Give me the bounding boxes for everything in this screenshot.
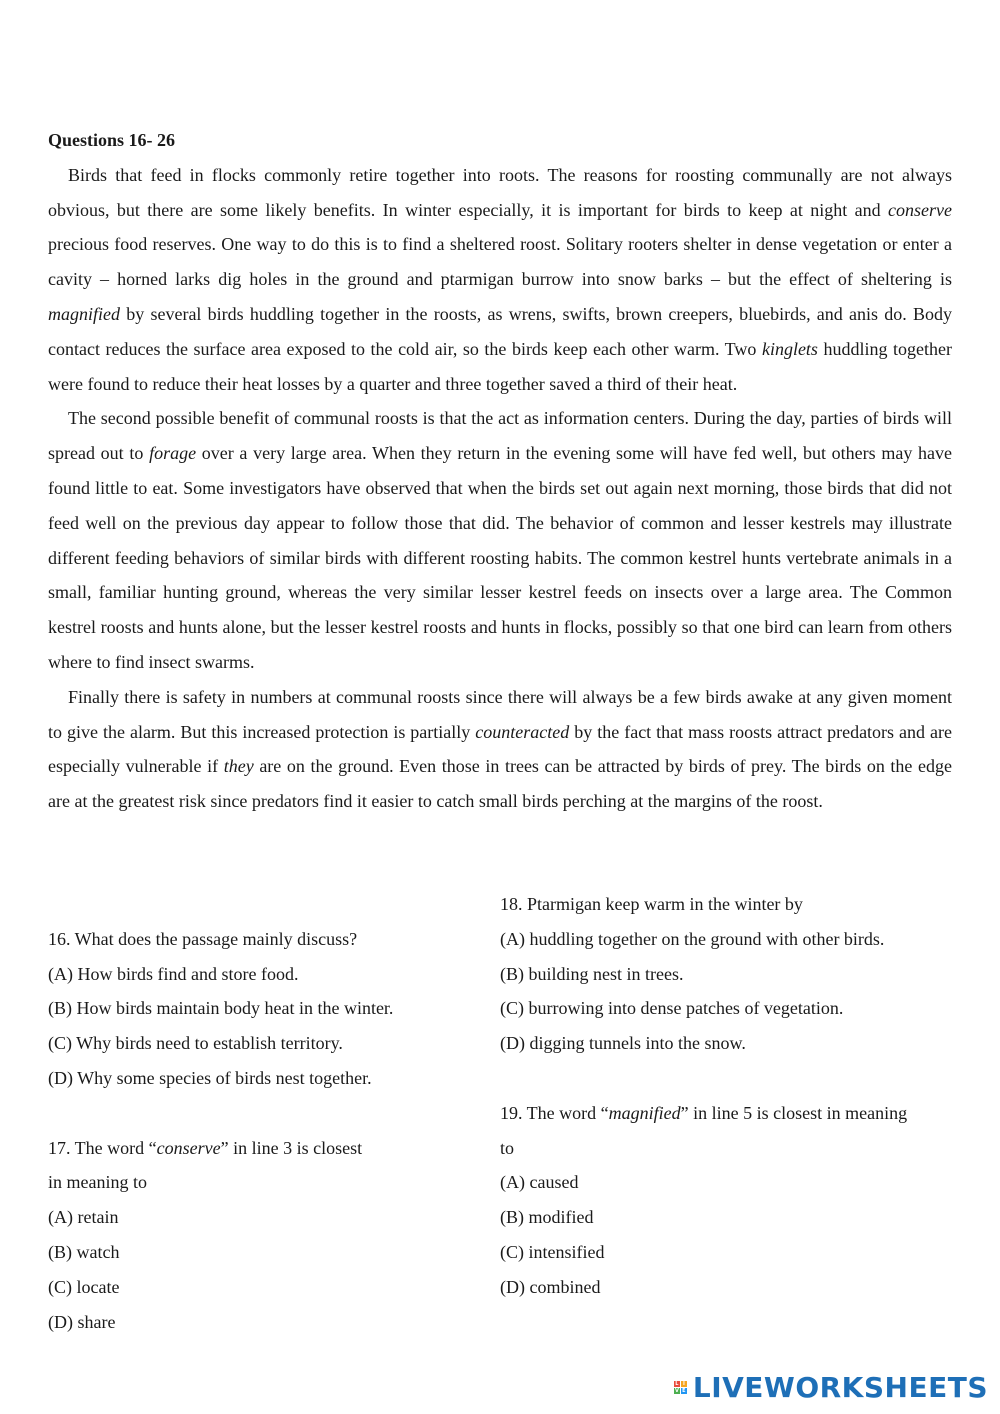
p1-word-conserve: conserve: [888, 199, 952, 220]
questions-area: [48, 887, 952, 1357]
p1-text-c: by several birds huddling together in the roosts, as wrens, swifts, brown creepers, bluebirds, and anis do. Body contact reduces the surface area exposed to the cold air, so the birds keep each other warm. Two: [48, 303, 952, 359]
p3-text-a: Finally there is safety in numbers at communal roosts since there will always be a few birds awake at any given moment to give the alarm. But this increased protection is partially: [48, 686, 952, 742]
q17-option-c[interactable]: (C) locate: [48, 1276, 120, 1297]
p2-word-forage: forage: [149, 443, 197, 464]
q17-word-conserve: conserve: [156, 1137, 221, 1158]
logo-text: LIVEWORKSHEETS: [692, 1371, 988, 1404]
q18-option-d[interactable]: (D) digging tunnels into the snow.: [500, 1033, 746, 1054]
q19-stem: 19. The word “magnified” in line 5 is closest in meaning: [500, 1102, 908, 1123]
q17-option-d[interactable]: (D) share: [48, 1311, 116, 1332]
question-19: [500, 1096, 952, 1305]
q19-option-b[interactable]: (B) modified: [500, 1207, 594, 1228]
logo-cell-l: L: [675, 1381, 679, 1387]
q16-option-b[interactable]: (B) How birds maintain body heat in the winter.: [48, 998, 394, 1019]
passage-paragraph-1: [48, 158, 952, 402]
logo-cell-e: E: [682, 1388, 686, 1394]
questions-heading: Questions 16- 26: [48, 130, 176, 150]
q18-option-b[interactable]: (B) building nest in trees.: [500, 963, 684, 984]
p1-text-d: huddling together were found to reduce their heat losses by a quarter and three together saved a third of their heat.: [48, 338, 952, 394]
q19-word-magnified: magnified: [608, 1102, 681, 1123]
questions-left-column: [48, 887, 478, 1339]
liveworksheets-logo: [674, 1371, 988, 1404]
q18-option-a[interactable]: (A) huddling together on the ground with other birds.: [500, 928, 885, 949]
q19-stem-line2: to: [500, 1137, 515, 1158]
p1-text-a: Birds that feed in flocks commonly retire together into roots. The reasons for roosting communally are not always obvious, but there are some likely benefits. In winter especially, it is important for birds to keep at night and: [48, 164, 952, 220]
p1-text-b: precious food reserves. One way to do this is to find a sheltered roost. Solitary rooters shelter in dense vegetation or enter a cavity – horned larks dig holes in the ground and ptarmigan burrow into snow barks – but the effect of sheltering is: [48, 234, 952, 290]
p2-text-a: The second possible benefit of communal roosts is that the act as information centers. During the day, parties of birds will spread out to: [48, 408, 952, 464]
q16-option-c[interactable]: (C) Why birds need to establish territory.: [48, 1033, 343, 1054]
q17-stem: 17. The word “conserve” in line 3 is closest: [48, 1137, 363, 1158]
question-17: [48, 1131, 478, 1340]
questions-right-column: [500, 887, 952, 1305]
passage-paragraph-3: [48, 680, 952, 819]
passage-container: [48, 123, 952, 819]
p3-word-counteracted: counteracted: [475, 721, 570, 742]
p3-text-c: are on the ground. Even those in trees can be attracted by birds of prey. The birds on the edge are at the greatest risk since predators find it easier to catch small birds perching at the margins of the roost.: [48, 756, 952, 812]
q18-stem: 18. Ptarmigan keep warm in the winter by: [500, 894, 803, 914]
q17-option-b[interactable]: (B) watch: [48, 1241, 120, 1262]
q16-option-d[interactable]: (D) Why some species of birds nest together.: [48, 1067, 372, 1088]
p3-word-they: they: [223, 756, 254, 777]
passage-paragraph-2: [48, 401, 952, 679]
p2-text-b: over a very large area. When they return in the evening some will have fed well, but others may have found little to eat. Some investigators have observed that when the birds set out again next morning, those birds that did not feed well on the previous day appear to follow those that did. The behavior of common and lesser kestrels may illustrate different feeding behaviors of similar birds with different roosting habits. The common kestrel hunts vertebrate animals in a small, familiar hunting ground, whereas the very similar lesser kestrel feeds on insects over a large area. The Common kestrel roosts and hunts alone, but the lesser kestrel roosts and hunts in flocks, possibly so that one bird can learn from others where to find insect swarms.: [48, 443, 952, 672]
p1-word-magnified: magnified: [48, 303, 120, 324]
q17-stem-line2: in meaning to: [48, 1172, 147, 1193]
logo-cell-v: V: [674, 1388, 679, 1394]
q19-option-c[interactable]: (C) intensified: [500, 1241, 605, 1262]
logo-mark-icon: [674, 1381, 687, 1394]
q19-option-d[interactable]: (D) combined: [500, 1276, 601, 1297]
logo-cell-i: I: [681, 1381, 687, 1387]
q16-stem: 16. What does the passage mainly discuss?: [48, 928, 358, 949]
p3-text-b: by the fact that mass roosts attract predators and are especially vulnerable if: [48, 721, 953, 777]
q19-option-a[interactable]: (A) caused: [500, 1172, 579, 1193]
q16-option-a[interactable]: (A) How birds find and store food.: [48, 963, 299, 984]
question-16: [48, 922, 478, 1096]
p1-word-kinglets: kinglets: [761, 338, 818, 359]
q17-option-a[interactable]: (A) retain: [48, 1207, 119, 1228]
question-18: [500, 887, 952, 1061]
q18-option-c[interactable]: (C) burrowing into dense patches of vegetation.: [500, 998, 844, 1019]
